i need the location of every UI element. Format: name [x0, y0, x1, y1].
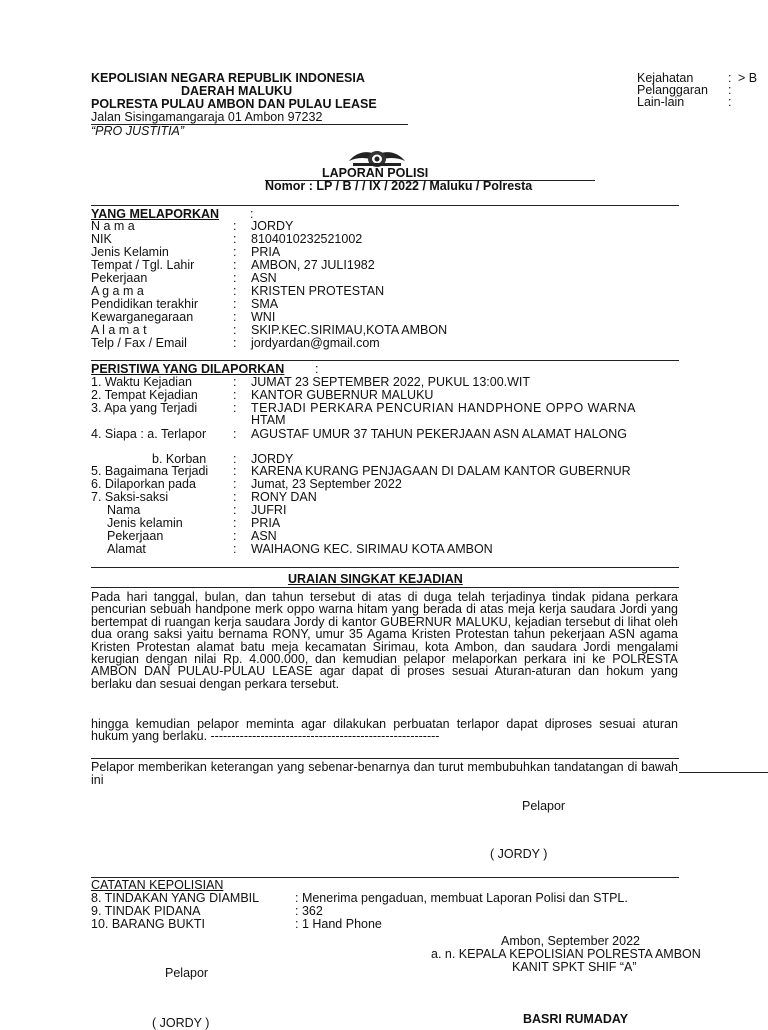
classification-colon: :: [728, 83, 732, 97]
field-colon: :: [233, 232, 237, 246]
section-divider: [91, 758, 679, 759]
classification-value: > B: [738, 71, 758, 85]
field-label: A g a m a: [91, 284, 144, 298]
statement-line: [679, 772, 768, 773]
incident-label: 1. Waktu Kejadian: [91, 375, 192, 389]
statement-text: Pelapor memberikan keterangan yang sebenar-benarnya dan turut membubuhkan tandatangan di bawah ini: [91, 760, 678, 787]
field-label: NIK: [91, 232, 112, 246]
incident-colon: :: [233, 464, 237, 478]
field-value: jordyardan@gmail.com: [251, 336, 380, 350]
incident-value: Jumat, 23 September 2022: [251, 477, 402, 491]
incident-value: KARENA KURANG PENJAGAAN DI DALAM KANTOR GUBERNUR: [251, 464, 631, 478]
classification-label: Lain-lain: [637, 95, 685, 109]
classification-colon: :: [728, 95, 732, 109]
field-colon: :: [233, 258, 237, 272]
field-label: Telp / Fax / Email: [91, 336, 187, 350]
field-colon: :: [233, 297, 237, 311]
summary-paragraph: Pada hari tanggal, bulan, dan tahun tersebut di atas di duga telah terjadinya tindak pidana perkara pencurian sebuah handpone merk oppo warna hitam yang berada di atas meja kerja saudara Jordi yang bertempat di ruangan kerja saudara Jordy di kantor GUBERNUR MALUKU, kejadian tersebut di lihat oleh dua orang saksi yaitu bernama RONY, umur 35 Agama Kristen Protestan tahun pekerjaan ASN agama Kristen Protestan alamat batu meja kecamatan Sirimau, kota Ambon, dan saudara Jordi mengalami kerugian dengan nilai Rp. 4.000.000, dan kemudian pelapor melaporkan perkara ini ke POLRESTA AMBON DAN PULAU-PULAU LEASE agar dapat di proses sesuai Aturan-aturan dan hokum yang berlaku dan sesuai dengan perkara tersebut.: [91, 590, 678, 691]
field-value: KRISTEN PROTESTAN: [251, 284, 385, 298]
report-title: LAPORAN POLISI: [322, 166, 429, 180]
incident-value: WAIHAONG KEC. SIRIMAU KOTA AMBON: [251, 542, 493, 556]
incident-value: JUMAT 23 SEPTEMBER 2022, PUKUL 13:00.WIT: [251, 375, 531, 389]
statement-signer-label: Pelapor: [522, 799, 566, 813]
section-divider: [91, 205, 679, 206]
field-colon: :: [233, 219, 237, 233]
incident-label: Jenis kelamin: [107, 516, 183, 530]
field-colon: :: [233, 284, 237, 298]
notes-value: : 1 Hand Phone: [295, 917, 382, 931]
notes-label: 8. TINDAKAN YANG DIAMBIL: [91, 891, 260, 905]
field-colon: :: [233, 245, 237, 259]
field-value: PRIA: [251, 245, 281, 259]
incident-colon: :: [233, 490, 237, 504]
field-value: SMA: [251, 297, 279, 311]
region-name: DAERAH MALUKU: [181, 84, 293, 98]
notes-value: : 362: [295, 904, 323, 918]
incident-colon: :: [233, 401, 237, 415]
summary-heading: URAIAN SINGKAT KEJADIAN: [288, 572, 463, 586]
incident-colon: :: [233, 427, 237, 441]
incident-label: 5. Bagaimana Terjadi: [91, 464, 209, 478]
incident-colon: :: [233, 516, 237, 530]
incident-label: Alamat: [107, 542, 146, 556]
reporter-heading-colon: :: [250, 207, 254, 221]
incident-colon: :: [233, 375, 237, 389]
sign-reporter-label: Pelapor: [165, 966, 209, 980]
section-divider: [91, 567, 679, 568]
incident-value: ASN: [251, 529, 277, 543]
office-name: POLRESTA PULAU AMBON DAN PULAU LEASE: [91, 97, 377, 111]
field-label: N a m a: [91, 219, 135, 233]
notes-value: : Menerima pengaduan, membuat Laporan Polisi dan STPL.: [295, 891, 628, 905]
incident-label: Nama: [107, 503, 141, 517]
field-colon: :: [233, 323, 237, 337]
field-colon: :: [233, 336, 237, 350]
field-colon: :: [233, 271, 237, 285]
field-colon: :: [233, 310, 237, 324]
field-value: WNI: [251, 310, 276, 324]
classification-label: Pelanggaran: [637, 83, 708, 97]
field-value: SKIP.KEC.SIRIMAU,KOTA AMBON: [251, 323, 448, 337]
field-value: ASN: [251, 271, 277, 285]
incident-colon: :: [233, 452, 237, 466]
police-notes-heading: CATATAN KEPOLISIAN: [91, 878, 224, 892]
pro-justitia: “PRO JUSTITIA”: [91, 124, 185, 138]
sign-reporter-name: ( JORDY ): [152, 1016, 210, 1030]
incident-label: 3. Apa yang Terjadi: [91, 401, 198, 415]
reporter-heading: YANG MELAPORKAN: [91, 207, 220, 221]
incident-colon: :: [233, 477, 237, 491]
incident-value: AGUSTAF UMUR 37 TAHUN PEKERJAAN ASN ALAMAT HALONG: [251, 427, 628, 441]
incident-heading: PERISTIWA YANG DILAPORKAN: [91, 362, 285, 376]
field-label: Pekerjaan: [91, 271, 148, 285]
field-label: Kewarganegaraan: [91, 310, 194, 324]
incident-value: RONY DAN: [251, 490, 317, 504]
agency-name: KEPOLISIAN NEGARA REPUBLIK INDONESIA: [91, 71, 365, 85]
statement-signer-name: ( JORDY ): [490, 847, 548, 861]
incident-colon: :: [233, 529, 237, 543]
incident-value: JORDY: [251, 452, 294, 466]
incident-value: JUFRI: [251, 503, 287, 517]
incident-label: 2. Tempat Kejadian: [91, 388, 198, 402]
office-address: Jalan Sisingamangaraja 01 Ambon 97232: [91, 110, 323, 124]
incident-colon: :: [233, 503, 237, 517]
incident-heading-colon: :: [315, 362, 319, 376]
section-divider: [91, 360, 679, 361]
field-value: JORDY: [251, 219, 294, 233]
incident-value: PRIA: [251, 516, 281, 530]
field-value: AMBON, 27 JULI1982: [251, 258, 375, 272]
incident-colon: :: [233, 388, 237, 402]
summary-paragraph-2: hingga kemudian pelapor meminta agar dilakukan perbuatan terlapor dapat diproses sesuai aturan hukum yang berlaku. -------------------------------------------------------: [91, 717, 678, 744]
section-divider: [91, 587, 679, 588]
incident-label: Pekerjaan: [107, 529, 164, 543]
sign-position: KANIT SPKT SHIF “A”: [512, 960, 637, 974]
classification-label: Kejahatan: [637, 71, 694, 85]
notes-label: 10. BARANG BUKTI: [91, 917, 205, 931]
field-label: Pendidikan terakhir: [91, 297, 199, 311]
incident-value-cont: HTAM: [251, 413, 286, 427]
incident-value: TERJADI PERKARA PENCURIAN HANDPHONE OPPO WARNA: [251, 401, 636, 415]
field-value: 8104010232521002: [251, 232, 363, 246]
field-label: Jenis Kelamin: [91, 245, 169, 259]
incident-label: 6. Dilaporkan pada: [91, 477, 196, 491]
incident-value: KANTOR GUBERNUR MALUKU: [251, 388, 434, 402]
notes-label: 9. TINDAK PIDANA: [91, 904, 201, 918]
incident-label: 7. Saksi-saksi: [91, 490, 169, 504]
classification-colon: :: [728, 71, 732, 85]
incident-colon: :: [233, 542, 237, 556]
incident-label: b. Korban: [152, 452, 207, 466]
sign-place-date: Ambon, September 2022: [501, 934, 640, 948]
sign-on-behalf: a. n. KEPALA KEPOLISIAN POLRESTA AMBON: [431, 947, 701, 961]
incident-label: 4. Siapa : a. Terlapor: [91, 427, 207, 441]
field-label: Tempat / Tgl. Lahir: [91, 258, 195, 272]
report-number: Nomor : LP / B / / IX / 2022 / Maluku / Polresta: [265, 179, 533, 193]
field-label: A l a m a t: [91, 323, 147, 337]
sign-officer-name: BASRI RUMADAY: [523, 1012, 629, 1026]
